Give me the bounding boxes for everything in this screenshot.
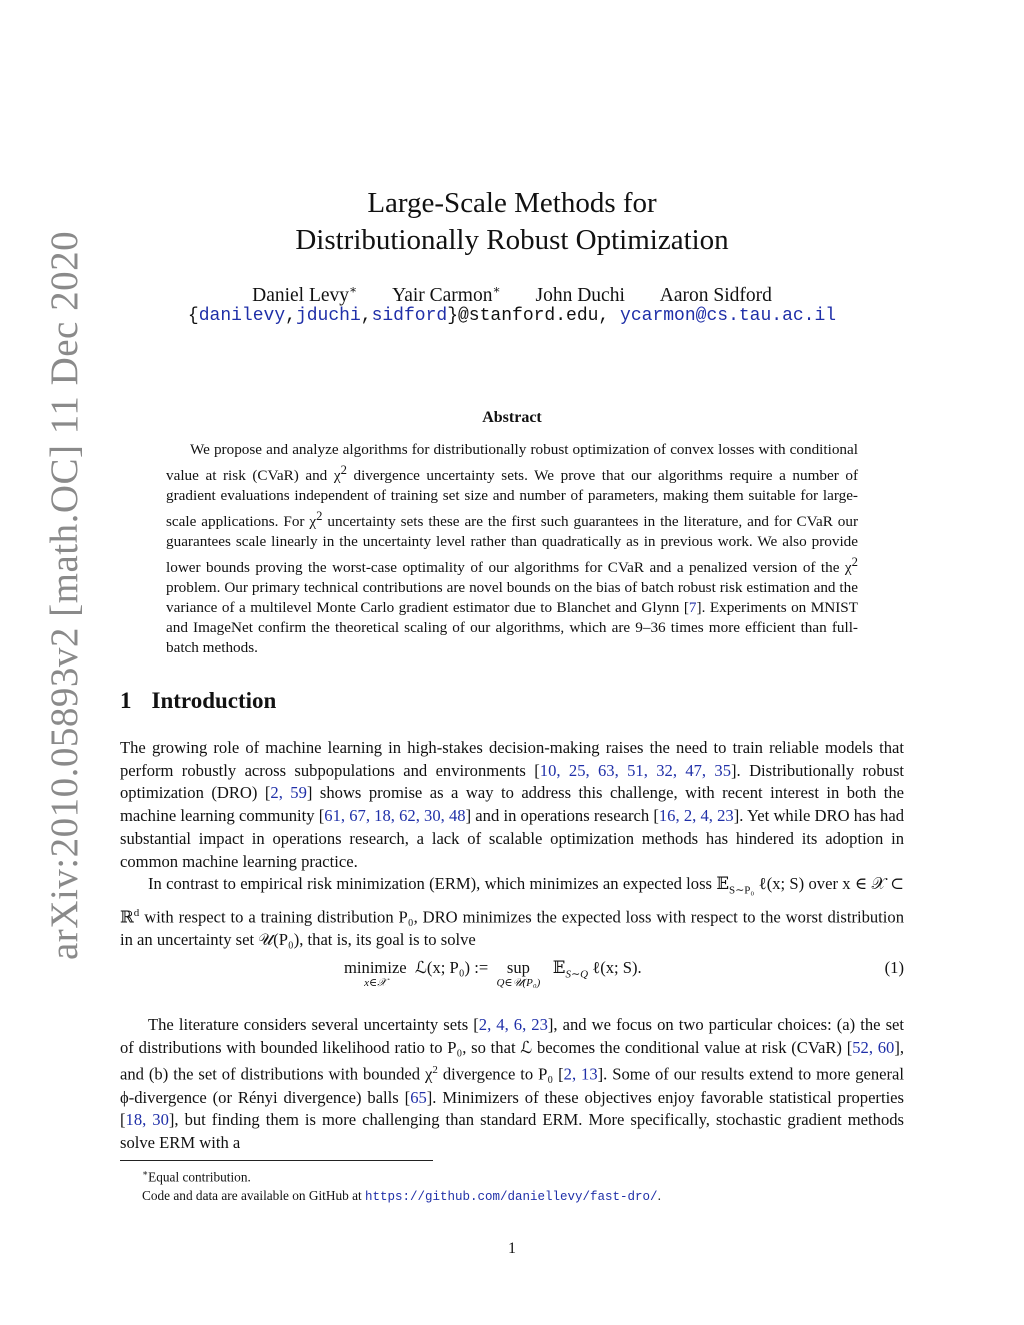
intro-paragraph-1: The growing role of machine learning in high-stakes decision-making raises the need to train reliable models that perform robustly across subpopulations and environments [10, 25, 63, 51, 32, 47, 35]. Distributionally robust optimization (DRO) [2, 59] shows promise as a way to address this challenge, with recent interest in both the machine learning community [61, 67, 18, 62, 30, 48] and in operations research [16, 2, 4, 23]. Yet while DRO has had substantial impact in operations research, a lack of scalable optimization methods has hindered its adoption in common machine learning practice. [120,738,905,871]
intro-paragraph-2: In contrast to empirical risk minimization (ERM), which minimizes an expected loss 𝔼$_{S\sim P_0}$ ℓ(x; S) over x ∈ 𝒳 ⊂ ℝ$^d$ with respect to a training distribution P₀, DRO minimizes the expected loss with respect to the worst distribution in an uncertainty set 𝒰(P₀), that is, its goal is to solve [120,874,904,950]
footnotes [120,1164,904,1207]
citation-link[interactable]: 18, 30 [125,1110,169,1130]
footnote-equal-contribution: ∗Equal contribution. [142,1168,251,1185]
citation-link[interactable]: 65 [410,1087,427,1107]
author-name: Daniel Levy∗ [252,282,358,306]
email-link-sidford[interactable]: sidford [371,306,448,326]
equation-lhs: ℒ(x; P₀) := [414,958,489,977]
author-name: Aaron Sidford [659,284,772,306]
author-name: Yair Carmon∗ [392,282,501,306]
footnote-code-availability: Code and data are available on GitHub at https://github.com/daniellevy/fast-dro/. [142,1188,661,1205]
equation-1 [120,958,904,998]
citation-link[interactable]: 7 [688,599,697,617]
section-heading [120,688,276,714]
citation-link[interactable]: 2, 4, 6, 23 [478,1015,548,1034]
citation-link[interactable]: 2, 13 [563,1064,598,1084]
email-link-jduchi[interactable]: jduchi [295,306,361,326]
equation-number: (1) [884,958,904,977]
author-list [0,282,1024,307]
abstract-heading: Abstract [482,409,542,426]
title-line-1: Large-Scale Methods for [367,187,657,219]
email-link-danilevy[interactable]: danilevy [198,306,286,326]
equation-rhs: 𝔼$_{S\sim Q}$ ℓ(x; S). [552,958,642,981]
paper-title [0,185,1024,259]
citation-link[interactable]: 52, 60 [852,1037,895,1057]
footnote-divider [120,1160,433,1161]
equation-body [344,958,642,990]
github-link[interactable]: https://github.com/daniellevy/fast-dro/ [365,1190,658,1205]
intro-paragraph-3: The literature considers several uncertainty sets [2, 4, 6, 23], and we focus on two particular choices: (a) the set of distributions with bounded likelihood ratio to P₀, so that ℒ becomes the conditional value at risk (CVaR) [52, 60], and (b) the set of distributions with bounded $\chi^2$ divergence to P₀ [2, 13]. Some of our results extend to more general ϕ-divergence (or Rényi divergence) balls [65]. Minimizers of these objectives enjoy favorable statistical properties [18, 30], but finding them is more challenging than standard ERM. More specifically, stochastic gradient methods solve ERM with a [120,1015,905,1153]
equation-sup-operator: sup Q∈𝒰(P₀) [496,958,541,989]
section-title: Introduction [151,688,277,713]
citation-link[interactable]: 16, 2, 4, 23 [658,806,734,826]
abstract-text: We propose and analyze algorithms for distributionally robust optimization of convex losses with conditional value at risk (CVaR) and $\chi^2$ divergence uncertainty sets. We prove that our algorithms require a number of gradient evaluations independent of training set size and number of parameters, making them suitable for large-scale applications. For $\chi^2$ uncertainty sets these are the first such guarantees in the literature, and for CVaR our guarantees scale linearly in the uncertainty level rather than quadratically as in previous work. We also provide lower bounds proving the worst-case optimality of our algorithms for CVaR and a penalized version of the $\chi^2$ problem. Our primary technical contributions are novel bounds on the bias of batch robust risk estimation and the variance of a multilevel Monte Carlo gradient estimator due to Blanchet and Glynn [7]. Experiments on MNIST and ImageNet confirm the theoretical scaling of our algorithms, which are 9–36 times more efficient than full-batch methods. [166,441,859,657]
equation-minimize-operator: minimize x∈𝒳 [344,958,407,989]
author-emails: {danilevy,jduchi,sidford}@stanford.edu, ycarmon@cs.tau.ac.il [187,306,837,326]
arxiv-identifier-stamp: arXiv:2010.05893v2 [math.OC] 11 Dec 2020 [43,230,86,960]
author-name: John Duchi [535,284,625,306]
citation-link[interactable]: 2, 59 [270,783,307,803]
title-line-2: Distributionally Robust Optimization [295,224,729,256]
email-link-ycarmon[interactable]: ycarmon@cs.tau.ac.il [620,306,837,326]
citation-link[interactable]: 10, 25, 63, 51, 32, 47, 35 [539,760,732,780]
page-number: 1 [508,1240,516,1257]
section-number: 1 [120,688,132,713]
citation-link[interactable]: 61, 67, 18, 62, 30, 48 [324,806,466,826]
